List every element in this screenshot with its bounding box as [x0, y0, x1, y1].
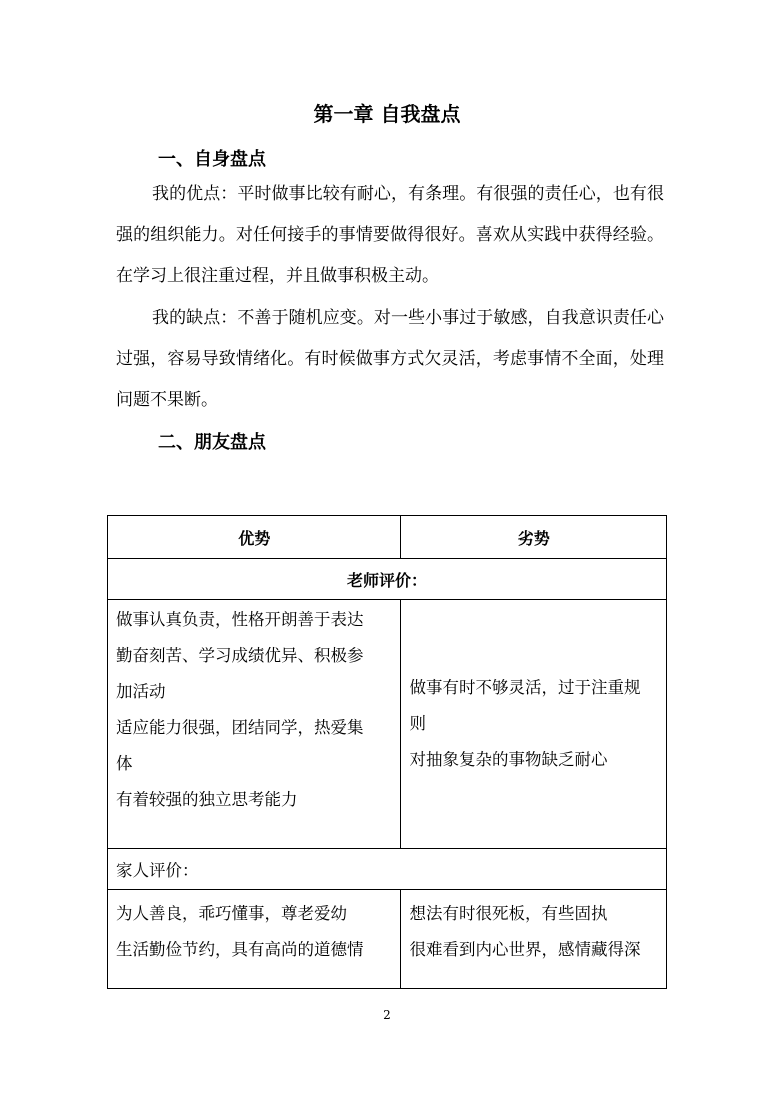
- list-item: 很难看到内心世界，感情藏得深: [409, 940, 641, 959]
- weaknesses-paragraph: 我的缺点：不善于随机应变。对一些小事过于敏感，自我意识责任心过强，容易导致情绪化。有时候做事方式欠灵活，考虑事情不全面，处理问题不果断。: [116, 308, 664, 410]
- list-item: 体: [116, 754, 133, 773]
- list-item: 适应能力很强，团结同学，热爱集: [116, 718, 364, 737]
- teacher-cons-cell: [401, 600, 667, 849]
- list-item: 做事认真负责，性格开朗善于表达: [116, 610, 364, 629]
- review-table: [107, 515, 667, 989]
- family-content-row: [108, 890, 667, 989]
- teacher-label-row: [108, 559, 667, 600]
- strengths-paragraph: 我的优点：平时做事比较有耐心，有条理。有很强的责任心，也有很强的组织能力。对任何接手的事情要做得很好。喜欢从实践中获得经验。在学习上很注重过程，并且做事积极主动。: [116, 184, 664, 286]
- family-review-label: 家人评价：: [108, 849, 667, 890]
- list-item: 勤奋刻苦、学习成绩优异、积极参: [116, 646, 364, 665]
- header-strengths: 优势: [108, 516, 401, 559]
- header-weaknesses: 劣势: [401, 516, 667, 559]
- page-number: 2: [383, 1008, 391, 1022]
- list-item: 生活勤俭节约，具有高尚的道德情: [116, 940, 364, 959]
- list-item: 加活动: [116, 682, 166, 701]
- teacher-review-label: 老师评价：: [108, 559, 667, 600]
- table-header-row: [108, 516, 667, 559]
- list-item: 有着较强的独立思考能力: [116, 790, 298, 809]
- teacher-pros-cell: [108, 600, 401, 849]
- section-heading-friends: 二、朋友盘点: [158, 432, 266, 453]
- chapter-title: 第一章 自我盘点: [313, 102, 461, 126]
- list-item: 则: [409, 714, 426, 733]
- section-heading-self: 一、自身盘点: [158, 149, 266, 170]
- list-item: 为人善良，乖巧懂事，尊老爱幼: [116, 904, 347, 923]
- family-pros-cell: [108, 890, 401, 989]
- family-label-row: [108, 849, 667, 890]
- family-cons-cell: [401, 890, 667, 989]
- list-item: 做事有时不够灵活，过于注重规: [409, 678, 641, 697]
- list-item: 想法有时很死板，有些固执: [409, 904, 608, 923]
- list-item: 对抽象复杂的事物缺乏耐心: [409, 750, 608, 769]
- teacher-content-row: [108, 600, 667, 849]
